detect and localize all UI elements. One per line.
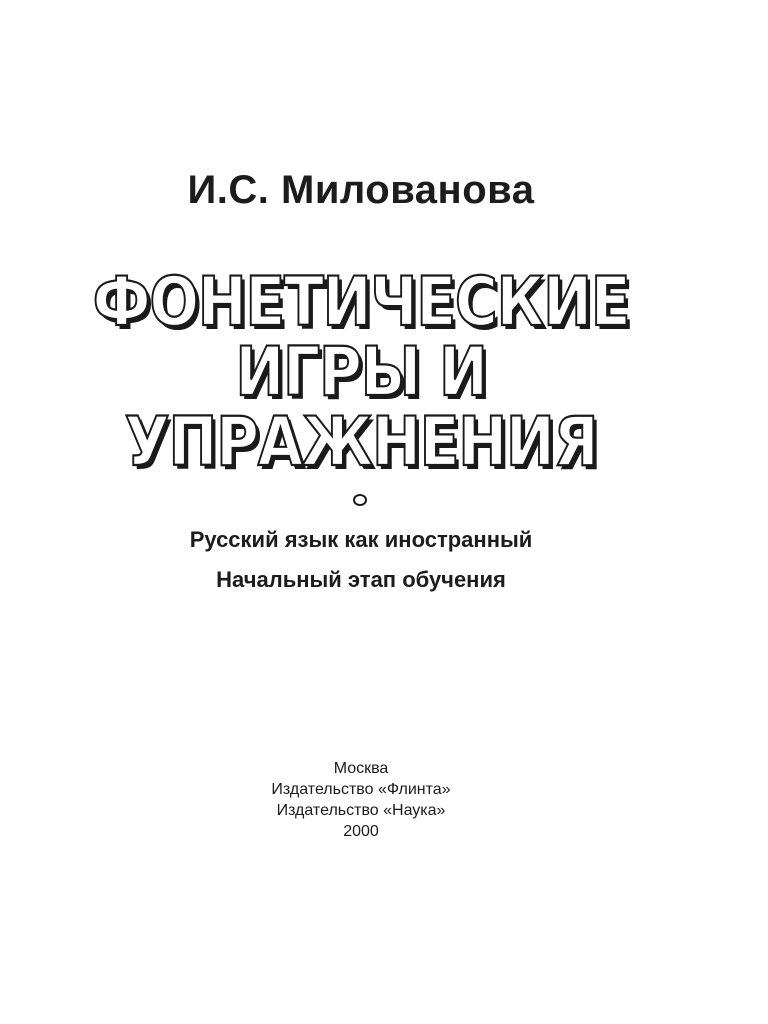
book-title-line-2: ИГРЫ И	[235, 333, 487, 412]
imprint-city: Москва	[333, 760, 389, 777]
subtitle-line-1: Русский язык как иностранный	[189, 527, 533, 552]
circle-ornament-icon	[353, 494, 367, 506]
imprint-year: 2000	[343, 823, 379, 840]
book-title-line-1: ФОНЕТИЧЕСКИЕ	[92, 263, 630, 342]
author-name: И.С. Милованова	[187, 168, 535, 212]
subtitle-line-2: Начальный этап обучения	[216, 567, 506, 592]
book-title-line-3: УПРАЖНЕНИЯ	[124, 403, 598, 482]
imprint-publisher-1: Издательство «Флинта»	[271, 781, 451, 798]
book-title	[0, 263, 722, 482]
imprint-publisher-2: Издательство «Наука»	[276, 802, 446, 819]
imprint	[0, 758, 722, 842]
